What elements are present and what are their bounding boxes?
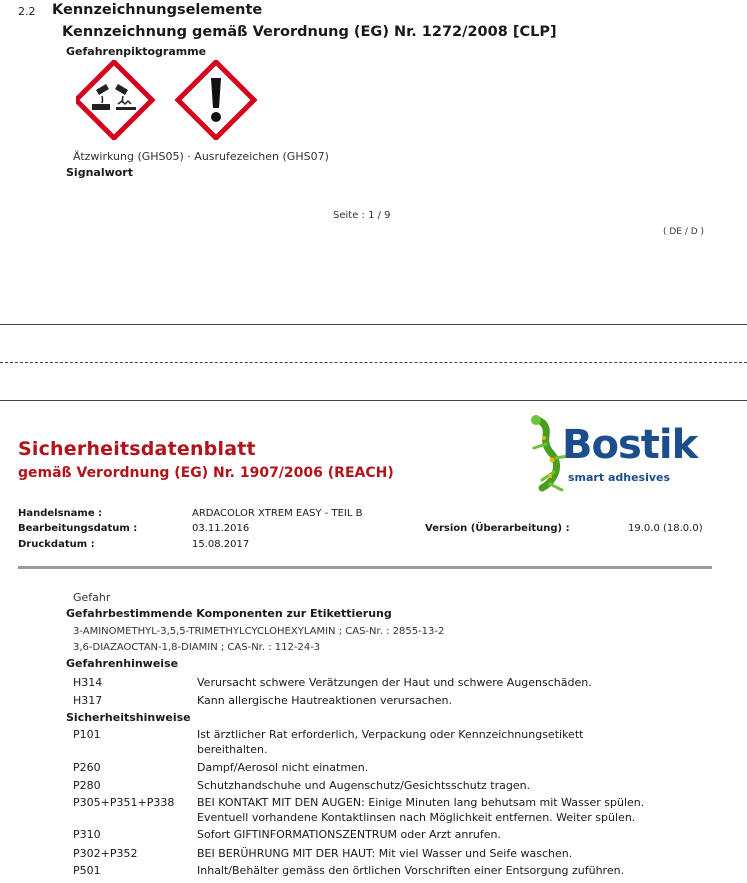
precaution-text: Sofort GIFTINFORMATIONSZENTRUM oder Arzt anrufen. xyxy=(197,828,501,841)
precaution-text: Inhalt/Behälter gemäss den örtlichen Vorschriften einer Entsorgung zuführen. xyxy=(197,864,625,877)
pictograms-label: Gefahrenpiktogramme xyxy=(66,45,207,58)
header-divider xyxy=(18,566,712,569)
page-break-dashed xyxy=(0,362,747,363)
corrosion-icon xyxy=(76,62,152,138)
hazard-code: H314 xyxy=(73,676,103,689)
hazard-text: Verursacht schwere Verätzungen der Haut und schwere Augenschäden. xyxy=(197,676,592,689)
signal-word-label: Signalwort xyxy=(66,166,133,179)
precaution-text: BEI KONTAKT MIT DEN AUGEN: Einige Minuten lang behutsam mit Wasser spülen. xyxy=(197,796,645,809)
section-title: Kennzeichnungselemente xyxy=(52,2,263,18)
precaution-code: P302+P352 xyxy=(73,847,138,860)
print-date-label: Druckdatum : xyxy=(18,539,95,550)
hazard-text: Kann allergische Hautreaktionen verursachen. xyxy=(197,694,452,707)
hazard-statements-label: Gefahrenhinweise xyxy=(66,657,179,670)
ghs-pictograms xyxy=(76,60,266,140)
exclamation-mark-icon xyxy=(178,62,254,138)
clp-heading: Kennzeichnung gemäß Verordnung (EG) Nr. 1272/2008 [CLP] xyxy=(62,24,557,40)
precaution-text: Dampf/Aerosol nicht einatmen. xyxy=(197,761,369,774)
page-number: Seite : 1 / 9 xyxy=(333,210,391,221)
components-label: Gefahrbestimmende Komponenten zur Etikettierung xyxy=(66,607,392,620)
document-subtitle: gemäß Verordnung (EG) Nr. 1907/2006 (REACH) xyxy=(18,465,394,481)
pictogram-caption: Ätzwirkung (GHS05) · Ausrufezeichen (GHS07) xyxy=(73,150,329,163)
trade-name-label: Handelsname : xyxy=(18,508,103,519)
language-code: ( DE / D ) xyxy=(663,227,705,237)
precautionary-statements-label: Sicherheitshinweise xyxy=(66,711,191,724)
logo-tagline: smart adhesives xyxy=(568,471,671,484)
page-break-rule xyxy=(0,324,747,325)
precaution-text: BEI BERÜHRUNG MIT DER HAUT: Mit viel Wasser und Seife waschen. xyxy=(197,847,573,860)
version-label: Version (Überarbeitung) : xyxy=(425,523,570,534)
section-number: 2.2 xyxy=(18,5,36,18)
version-value: 19.0.0 (18.0.0) xyxy=(628,523,703,534)
precaution-code: P310 xyxy=(73,828,101,841)
document-title: Sicherheitsdatenblatt xyxy=(18,438,256,460)
revision-date: 03.11.2016 xyxy=(192,523,250,534)
precaution-text-cont: bereithalten. xyxy=(197,743,268,756)
precaution-code: P260 xyxy=(73,761,101,774)
precaution-text: Ist ärztlicher Rat erforderlich, Verpackung oder Kennzeichnungsetikett xyxy=(197,728,584,741)
trade-name: ARDACOLOR XTREM EASY - TEIL B xyxy=(192,508,363,519)
component-item: 3,6-DIAZAOCTAN-1,8-DIAMIN ; CAS-Nr. : 112-24-3 xyxy=(73,642,321,653)
bostik-logo xyxy=(520,414,720,504)
logo-brand: Bostik xyxy=(562,422,698,468)
component-item: 3-AMINOMETHYL-3,5,5-TRIMETHYLCYCLOHEXYLAMIN ; CAS-Nr. : 2855-13-2 xyxy=(73,626,445,637)
print-date: 15.08.2017 xyxy=(192,539,250,550)
precaution-text: Schutzhandschuhe und Augenschutz/Gesichtsschutz tragen. xyxy=(197,779,531,792)
signal-word: Gefahr xyxy=(73,591,111,604)
precaution-code: P305+P351+P338 xyxy=(73,796,175,809)
precaution-text-cont: Eventuell vorhandene Kontaktlinsen nach Möglichkeit entfernen. Weiter spülen. xyxy=(197,811,636,824)
hazard-code: H317 xyxy=(73,694,103,707)
precaution-code: P280 xyxy=(73,779,101,792)
revision-date-label: Bearbeitungsdatum : xyxy=(18,523,138,534)
page-break-rule-2 xyxy=(0,400,747,401)
precaution-code: P101 xyxy=(73,728,101,741)
precaution-code: P501 xyxy=(73,864,101,877)
